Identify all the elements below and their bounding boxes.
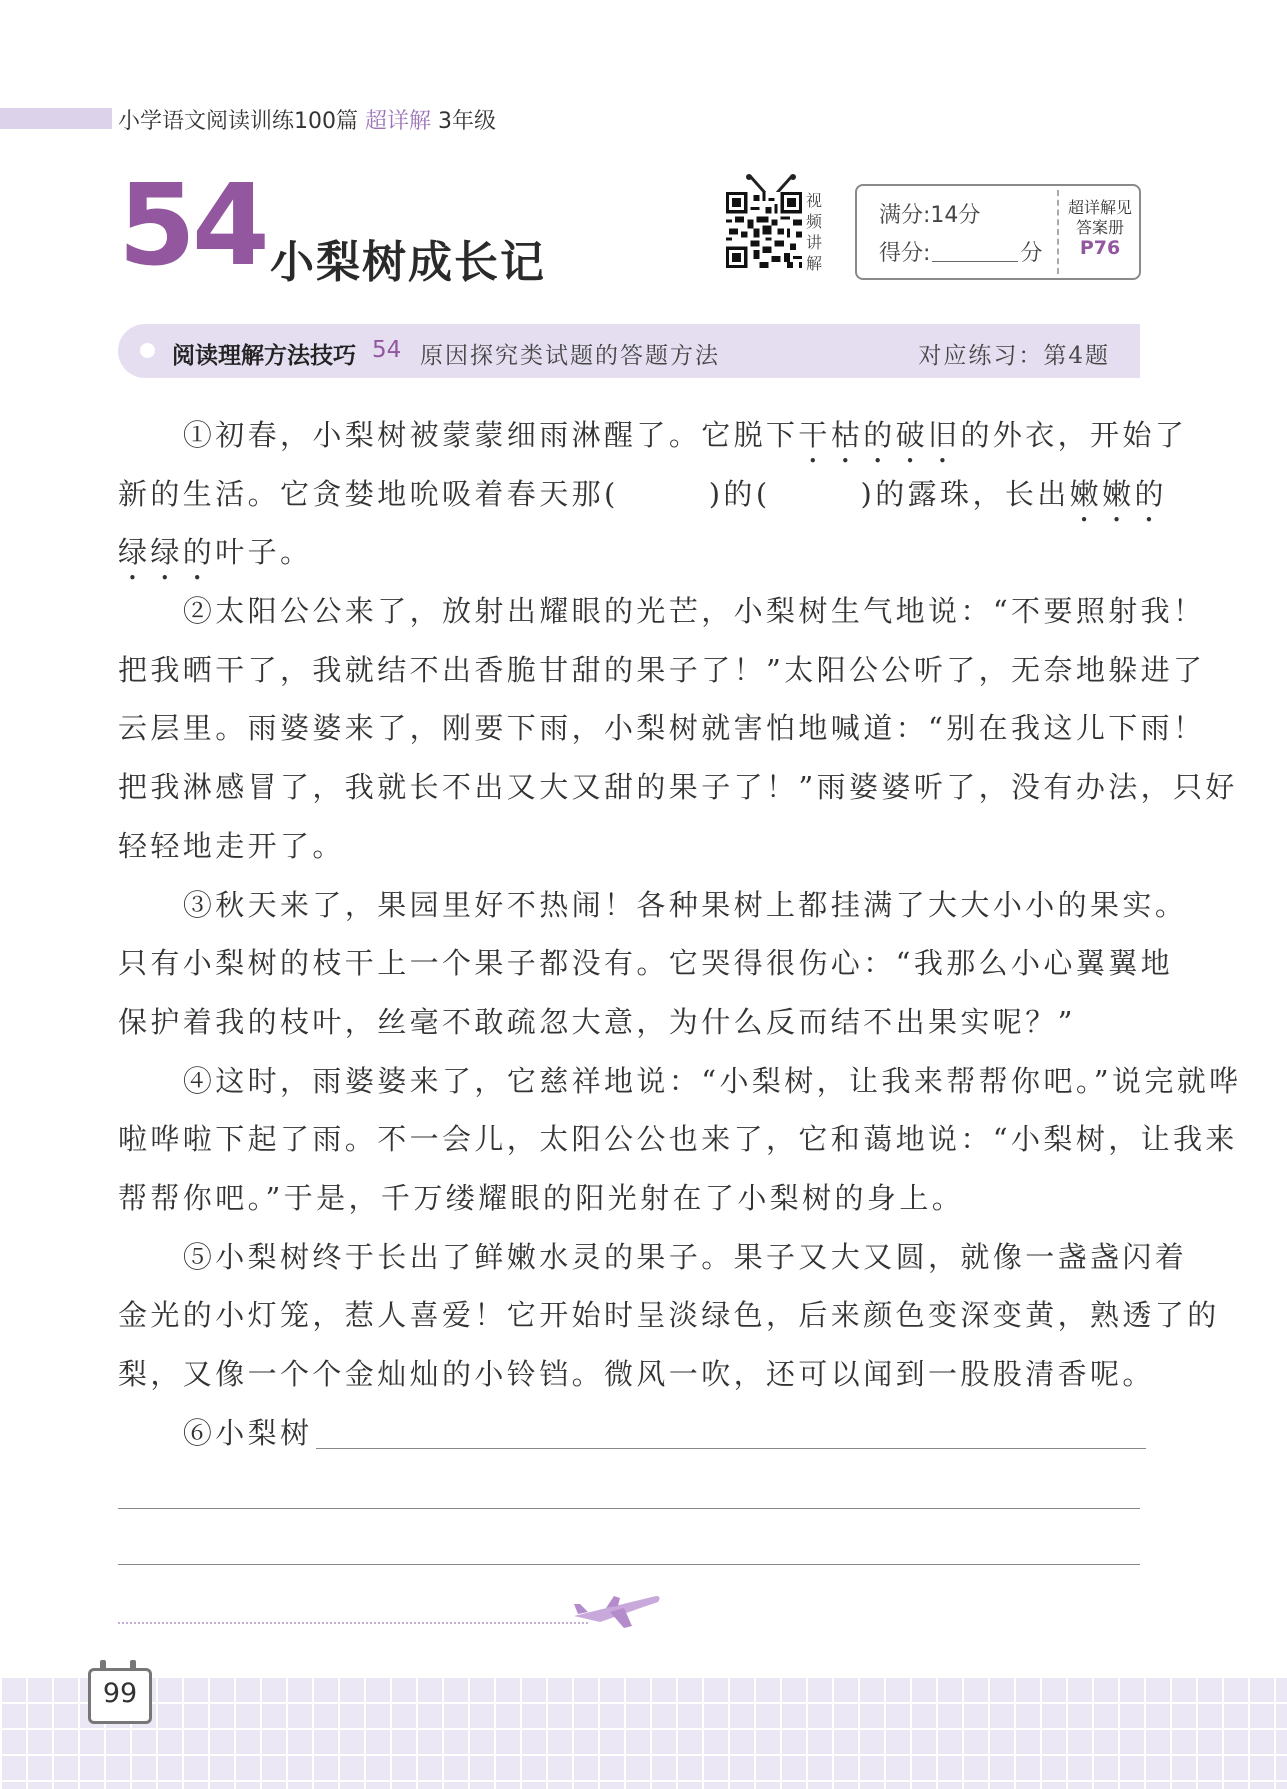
- text-segment: 叶子。: [215, 535, 313, 570]
- article-line: [118, 1058, 1242, 1117]
- article-line: [118, 588, 1206, 647]
- article-line: [118, 1410, 1140, 1469]
- text-segment: )的露珠，长出: [860, 476, 1070, 511]
- got-score-label: 得分:: [879, 241, 931, 266]
- page-number: 99: [102, 1678, 138, 1709]
- method-title: 阅读理解方法技巧: [172, 343, 356, 369]
- article-line: 保护着我的枝叶，丝毫不敢疏忽大意，为什么反而结不出果实呢？”: [118, 1004, 1076, 1039]
- dotted-text: 绿绿的: [118, 535, 216, 570]
- article-line: [118, 529, 1140, 588]
- article-line: 梨，又像一个个金灿灿的小铃铛。微风一吹，还可以闻到一股股清香呢。: [118, 1357, 1155, 1391]
- answer-line-1[interactable]: [316, 1448, 1146, 1449]
- article-line: 云层里。雨婆婆来了，刚要下雨，小梨树就害怕地喊道：“别在我这儿下雨！: [118, 711, 1206, 746]
- score-box: [855, 184, 1141, 280]
- article-line: 把我晒干了，我就结不出香脆甘甜的果子了！”太阳公公听了，无奈地躲进了: [118, 652, 1206, 687]
- text-segment: 的外衣，开始了: [960, 418, 1188, 452]
- airplane-icon: [570, 1590, 662, 1630]
- method-number: 54: [372, 337, 402, 363]
- lesson-title: 小梨树成长记: [270, 237, 546, 288]
- qr-code-icon[interactable]: [726, 192, 802, 268]
- got-score: [879, 236, 1042, 267]
- full-score: 满分:14分: [879, 203, 981, 228]
- text-segment: ⑥小梨树: [182, 1415, 313, 1450]
- article-line: 只有小梨树的枝干上一个果子都没有。它哭得很伤心：“我那么小心翼翼地: [118, 946, 1174, 981]
- answer-note: [1061, 198, 1139, 258]
- bullet-icon: [140, 343, 155, 358]
- dotted-text: 嫩嫩的: [1069, 476, 1167, 511]
- article-line: 把我淋感冒了，我就长不出又大又甜的果子了！”雨婆婆听了，没有办法，只好: [118, 770, 1238, 805]
- book-title: 小学语文阅读训练100篇: [118, 109, 358, 134]
- article-line: [118, 882, 1188, 941]
- dotted-text: 干枯的破旧: [798, 418, 961, 452]
- dotted-trail: [118, 1622, 588, 1624]
- book-header: [118, 104, 496, 135]
- article-line: [118, 1234, 1188, 1293]
- text-segment: )的(: [708, 476, 771, 511]
- method-practice: 对应练习：第4题: [918, 343, 1110, 369]
- text-segment: ①初春，小梨树被蒙蒙细雨淋醒了。它脱下: [182, 418, 799, 452]
- article: [118, 412, 1242, 1468]
- article-line: [118, 412, 1188, 471]
- article-line: 轻轻地走开了。: [118, 828, 345, 863]
- answer-line-3[interactable]: [118, 1564, 1140, 1565]
- article-line: 帮帮你吧。”于是，千万缕耀眼的阳光射在了小梨树的身上。: [118, 1180, 965, 1215]
- method-bar: [118, 324, 1140, 378]
- text-segment: ④这时，雨婆婆来了，它慈祥地说：“小梨树，让我来帮帮你吧。”说完就哗: [182, 1063, 1242, 1098]
- header-color-band: [0, 108, 112, 129]
- got-score-unit: 分: [1020, 241, 1043, 266]
- article-line: 金光的小灯笼，惹人喜爱！它开始时呈淡绿色，后来颜色变深变黄，熟透了的: [118, 1298, 1220, 1333]
- text-segment: 新的生活。它贪婪地吮吸着春天那(: [118, 476, 619, 511]
- method-description: 原因探究类试题的答题方法: [420, 343, 720, 369]
- book-highlight: 超详解: [365, 109, 432, 134]
- score-blank[interactable]: [932, 261, 1018, 262]
- text-segment: ⑤小梨树终于长出了鲜嫩水灵的果子。果子又大又圆，就像一盏盏闪着: [182, 1239, 1188, 1274]
- book-grade: 3年级: [438, 109, 497, 134]
- lesson-number: 54: [118, 161, 266, 291]
- text-segment: ②太阳公公来了，放射出耀眼的光芒，小梨树生气地说：“不要照射我！: [182, 594, 1206, 629]
- score-divider: [1057, 190, 1059, 274]
- answer-page: P76: [1079, 237, 1121, 259]
- video-explanation-label[interactable]: 视频讲解: [806, 191, 823, 273]
- answer-note-line1: 超详解见: [1067, 198, 1132, 217]
- text-segment: ③秋天来了，果园里好不热闹！各种果树上都挂满了大大小小的果实。: [182, 887, 1188, 922]
- answer-note-line2: 答案册: [1075, 218, 1124, 237]
- article-line: 啦哗啦下起了雨。不一会儿，太阳公公也来了，它和蔼地说：“小梨树，让我来: [118, 1122, 1238, 1157]
- article-line: [118, 471, 1167, 530]
- answer-line-2[interactable]: [118, 1508, 1140, 1509]
- footer-grid: [0, 1676, 1287, 1789]
